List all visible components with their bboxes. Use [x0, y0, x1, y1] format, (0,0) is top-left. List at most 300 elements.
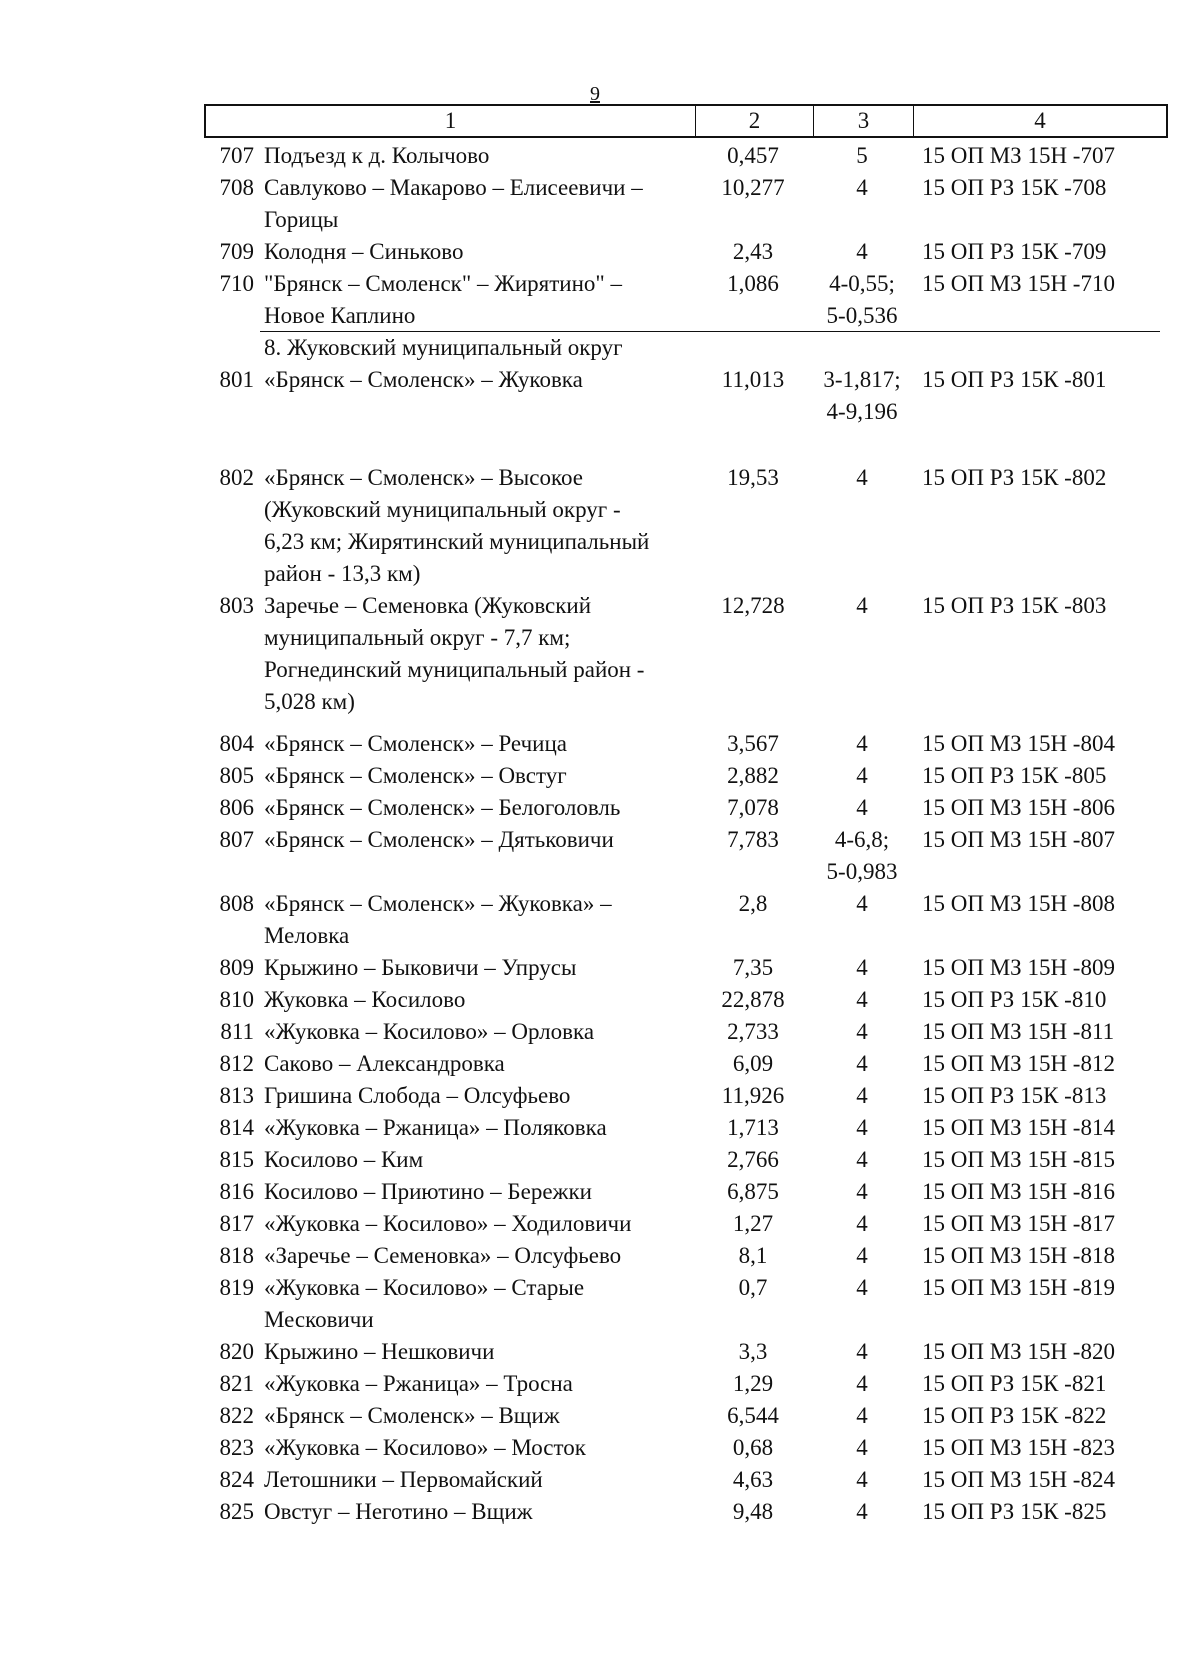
road-length-line: 1,29: [732, 1371, 774, 1396]
row-number-line: 805: [219, 763, 254, 788]
row-number: [204, 1272, 264, 1336]
road-category-line: 4: [856, 891, 868, 916]
road-length-line: 2,882: [727, 763, 779, 788]
road-name-line: «Жуковка – Косилово» – Ходиловичи: [264, 1211, 632, 1236]
road-category-line: 4: [856, 1435, 868, 1460]
road-name-line: «Брянск – Смоленск» – Жуковка: [264, 367, 583, 392]
road-name-line: «Брянск – Смоленск» – Дятьковичи: [264, 827, 614, 852]
road-category: [812, 1464, 912, 1496]
road-name-line: Заречье – Семеновка (Жуковский: [264, 593, 592, 618]
road-length-line: 11,013: [721, 367, 785, 392]
table-body: [204, 140, 1168, 1528]
road-category-line: 5-0,983: [826, 859, 898, 884]
road-length-line: 2,43: [732, 239, 774, 264]
row-number-line: 806: [219, 795, 254, 820]
road-category-line: 4: [856, 1147, 868, 1172]
road-category-line: 4: [856, 1179, 868, 1204]
road-name-line: Летошники – Первомайский: [264, 1467, 543, 1492]
row-number: [204, 1176, 264, 1208]
road-category-line: 4: [856, 1115, 868, 1140]
road-category: [812, 590, 912, 718]
road-category: [812, 1208, 912, 1240]
road-category: [812, 364, 912, 428]
row-number: [204, 1208, 264, 1240]
table-row: [204, 984, 1168, 1016]
road-category-line: 4: [856, 1019, 868, 1044]
road-name-line: Саково – Александровка: [264, 1051, 505, 1076]
road-name: [264, 824, 694, 888]
road-code: [912, 1336, 1168, 1368]
road-length: [694, 728, 812, 760]
row-number-line: 710: [219, 271, 254, 296]
table-row: [204, 1240, 1168, 1272]
road-category: [812, 1400, 912, 1432]
table-row: [204, 1144, 1168, 1176]
road-category-line: 4: [856, 1275, 868, 1300]
table-row: [204, 1336, 1168, 1368]
road-code-line: 15 ОП МЗ 15Н -814: [922, 1115, 1115, 1140]
row-number: [204, 952, 264, 984]
road-length-line: 1,086: [727, 271, 779, 296]
road-length-line: 3,3: [738, 1339, 768, 1364]
table-row: [204, 888, 1168, 952]
road-code: [912, 728, 1168, 760]
road-category-line: 5-0,536: [826, 303, 898, 328]
road-name: [264, 1336, 694, 1368]
road-name-line: Косилово – Приютино – Бережки: [264, 1179, 592, 1204]
road-name-line: "Брянск – Смоленск" – Жирятино" –: [264, 271, 623, 296]
road-category-line: 3-1,817;: [823, 367, 901, 392]
row-number-line: 808: [219, 891, 254, 916]
road-category: [812, 1112, 912, 1144]
road-category-line: 4: [856, 1211, 868, 1236]
table-row: [204, 462, 1168, 590]
road-code: [912, 1048, 1168, 1080]
section-heading-row: [204, 332, 1168, 364]
road-code-line: 15 ОП РЗ 15К -709: [922, 239, 1107, 264]
road-category: [812, 1016, 912, 1048]
road-length-line: 3,567: [727, 731, 779, 756]
header-col-4: 4: [1034, 108, 1046, 133]
road-category-line: 5: [856, 143, 868, 168]
row-number-line: 814: [219, 1115, 254, 1140]
road-code-line: 15 ОП МЗ 15Н -817: [922, 1211, 1115, 1236]
road-category: [812, 984, 912, 1016]
road-category-line: 4: [856, 465, 868, 490]
road-length-line: 0,68: [732, 1435, 774, 1460]
road-length: [694, 1208, 812, 1240]
road-category-line: 4: [856, 795, 868, 820]
road-code: [912, 1464, 1168, 1496]
table-row: [204, 140, 1168, 172]
road-code: [912, 1240, 1168, 1272]
road-category-line: 4: [856, 1467, 868, 1492]
road-category: [812, 268, 912, 332]
table-row: [204, 1272, 1168, 1336]
row-number-line: 812: [219, 1051, 254, 1076]
road-category-line: 4: [856, 1243, 868, 1268]
road-code-line: 15 ОП РЗ 15К -805: [922, 763, 1107, 788]
header-col-3: 3: [814, 106, 914, 136]
table-row: [204, 1208, 1168, 1240]
road-code: [912, 140, 1168, 172]
table-row: [204, 952, 1168, 984]
road-category: [812, 462, 912, 590]
row-number: [204, 364, 264, 428]
section-title: 8. Жуковский муниципальный округ: [264, 335, 623, 360]
road-length-line: 0,457: [727, 143, 779, 168]
road-name: [264, 760, 694, 792]
table-row: [204, 1432, 1168, 1464]
road-length-line: 8,1: [738, 1243, 768, 1268]
road-name-line: Савлуково – Макарово – Елисеевичи –: [264, 175, 643, 200]
row-number: [204, 1112, 264, 1144]
road-code-line: 15 ОП МЗ 15Н -820: [922, 1339, 1115, 1364]
road-length-line: 7,35: [732, 955, 774, 980]
table-header: [204, 104, 1168, 138]
row-number: [204, 236, 264, 268]
road-code-line: 15 ОП РЗ 15К -813: [922, 1083, 1107, 1108]
road-category: [812, 1048, 912, 1080]
road-name-line: Горицы: [264, 207, 339, 232]
row-number-line: 708: [219, 175, 254, 200]
row-number-line: 803: [219, 593, 254, 618]
row-number: [204, 1368, 264, 1400]
row-number-line: 818: [219, 1243, 254, 1268]
road-code: [912, 462, 1168, 590]
page-number: 9: [590, 83, 600, 105]
row-number-line: 825: [219, 1499, 254, 1524]
road-code-line: 15 ОП РЗ 15К -825: [922, 1499, 1107, 1524]
road-code-line: 15 ОП МЗ 15Н -710: [922, 271, 1115, 296]
header-col-1: 1: [206, 106, 696, 136]
road-code-line: 15 ОП РЗ 15К -708: [922, 175, 1107, 200]
road-name: [264, 1400, 694, 1432]
table-row: [204, 268, 1168, 332]
row-number: [204, 1432, 264, 1464]
road-category-line: 4: [856, 1339, 868, 1364]
road-name: [264, 1048, 694, 1080]
row-number-line: 804: [219, 731, 254, 756]
road-name-line: «Жуковка – Косилово» – Мосток: [264, 1435, 586, 1460]
row-number: [204, 760, 264, 792]
table-row: [204, 760, 1168, 792]
road-name-line: «Брянск – Смоленск» – Вщиж: [264, 1403, 560, 1428]
road-name: [264, 590, 694, 718]
table-row: [204, 728, 1168, 760]
road-code-line: 15 ОП МЗ 15Н -811: [922, 1019, 1115, 1044]
road-length-line: 1,713: [727, 1115, 779, 1140]
row-number-line: 807: [219, 827, 254, 852]
road-code: [912, 952, 1168, 984]
row-number: [204, 1080, 264, 1112]
road-code-line: 15 ОП МЗ 15Н -816: [922, 1179, 1115, 1204]
road-name-line: «Брянск – Смоленск» – Высокое: [264, 465, 583, 490]
road-category-line: 4: [856, 1051, 868, 1076]
road-name: [264, 1016, 694, 1048]
road-code-line: 15 ОП МЗ 15Н -812: [922, 1051, 1115, 1076]
road-code: [912, 364, 1168, 428]
road-category-line: 4: [856, 987, 868, 1012]
road-category-line: 4: [856, 731, 868, 756]
road-name-line: район - 13,3 км): [264, 561, 421, 586]
road-name-line: Меловка: [264, 923, 350, 948]
road-code: [912, 1432, 1168, 1464]
road-name: [264, 364, 694, 428]
road-name-line: «Жуковка – Ржаница» – Тросна: [264, 1371, 573, 1396]
table-row: [204, 1176, 1168, 1208]
road-code: [912, 1080, 1168, 1112]
header-col-2: 2: [696, 106, 814, 136]
road-name-line: 5,028 км): [264, 689, 355, 714]
road-category: [812, 792, 912, 824]
road-name-line: Крыжино – Нешковичи: [264, 1339, 495, 1364]
road-name: [264, 236, 694, 268]
road-code: [912, 268, 1168, 332]
road-category: [812, 728, 912, 760]
road-code-line: 15 ОП МЗ 15Н -818: [922, 1243, 1115, 1268]
section-number-blank: [204, 332, 264, 364]
road-name-line: Рогнединский муниципальный район -: [264, 657, 645, 682]
road-length-line: 19,53: [727, 465, 779, 490]
row-number: [204, 1048, 264, 1080]
road-name-line: «Брянск – Смоленск» – Речица: [264, 731, 567, 756]
road-code: [912, 172, 1168, 236]
road-length-line: 10,277: [721, 175, 785, 200]
road-code: [912, 1272, 1168, 1336]
road-category-line: 4: [856, 239, 868, 264]
road-name: [264, 268, 694, 332]
road-category-line: 4: [856, 593, 868, 618]
row-number: [204, 462, 264, 590]
road-length: [694, 268, 812, 332]
road-category: [812, 172, 912, 236]
row-number-line: 823: [219, 1435, 254, 1460]
road-name: [264, 728, 694, 760]
road-length: [694, 760, 812, 792]
row-number: [204, 590, 264, 718]
road-category: [812, 1496, 912, 1528]
road-name-line: «Жуковка – Косилово» – Старые: [264, 1275, 585, 1300]
table-row: [204, 1112, 1168, 1144]
road-code-line: 15 ОП МЗ 15Н -707: [922, 143, 1115, 168]
road-name: [264, 1176, 694, 1208]
road-length-line: 12,728: [721, 593, 785, 618]
road-name-line: Овстуг – Неготино – Вщиж: [264, 1499, 533, 1524]
road-code-line: 15 ОП МЗ 15Н -808: [922, 891, 1115, 916]
road-category-line: 4-6,8;: [834, 827, 890, 852]
row-number: [204, 1400, 264, 1432]
row-number-line: 815: [219, 1147, 254, 1172]
road-category-line: 4: [856, 1403, 868, 1428]
row-number: [204, 1016, 264, 1048]
road-name-line: «Брянск – Смоленск» – Белоголовль: [264, 795, 621, 820]
road-length: [694, 1048, 812, 1080]
road-name-line: Крыжино – Быковичи – Упрусы: [264, 955, 577, 980]
road-length-line: 9,48: [732, 1499, 774, 1524]
table-row: [204, 1400, 1168, 1432]
road-length: [694, 984, 812, 1016]
road-category: [812, 1240, 912, 1272]
road-length: [694, 172, 812, 236]
road-length: [694, 1112, 812, 1144]
road-length: [694, 1272, 812, 1336]
road-category-line: 4: [856, 1083, 868, 1108]
road-code: [912, 760, 1168, 792]
road-length: [694, 140, 812, 172]
table-row: [204, 1048, 1168, 1080]
row-number: [204, 1336, 264, 1368]
road-name-line: муниципальный округ - 7,7 км;: [264, 625, 571, 650]
road-code-line: 15 ОП МЗ 15Н -807: [922, 827, 1115, 852]
road-code-line: 15 ОП РЗ 15К -810: [922, 987, 1107, 1012]
road-name: [264, 888, 694, 952]
road-name: [264, 1144, 694, 1176]
road-code: [912, 888, 1168, 952]
road-length-line: 2,766: [727, 1147, 779, 1172]
row-number: [204, 1464, 264, 1496]
table-row: [204, 792, 1168, 824]
road-name: [264, 462, 694, 590]
row-number: [204, 824, 264, 888]
table-row: [204, 590, 1168, 718]
road-code-line: 15 ОП РЗ 15К -803: [922, 593, 1107, 618]
road-name: [264, 1112, 694, 1144]
road-category: [812, 1176, 912, 1208]
road-length-line: 22,878: [721, 987, 785, 1012]
road-length-line: 11,926: [721, 1083, 785, 1108]
road-length: [694, 824, 812, 888]
road-code-line: 15 ОП МЗ 15Н -819: [922, 1275, 1115, 1300]
road-code: [912, 236, 1168, 268]
row-number-line: 809: [219, 955, 254, 980]
row-number-line: 819: [219, 1275, 254, 1300]
road-length-line: 1,27: [732, 1211, 774, 1236]
road-name-line: Колодня – Синьково: [264, 239, 464, 264]
row-number: [204, 1144, 264, 1176]
table-row: [204, 1080, 1168, 1112]
road-length-line: 6,544: [727, 1403, 779, 1428]
road-name-line: «Жуковка – Косилово» – Орловка: [264, 1019, 595, 1044]
road-category: [812, 1144, 912, 1176]
road-length-line: 6,875: [727, 1179, 779, 1204]
road-code-line: 15 ОП МЗ 15Н -806: [922, 795, 1115, 820]
road-name: [264, 1496, 694, 1528]
row-number: [204, 888, 264, 952]
road-category: [812, 140, 912, 172]
road-length: [694, 1464, 812, 1496]
road-code-line: 15 ОП МЗ 15Н -804: [922, 731, 1115, 756]
row-number: [204, 984, 264, 1016]
row-number-line: 821: [219, 1371, 254, 1396]
row-number-line: 824: [219, 1467, 254, 1492]
road-length-line: 0,7: [738, 1275, 768, 1300]
road-category: [812, 1080, 912, 1112]
road-code-line: 15 ОП РЗ 15К -802: [922, 465, 1107, 490]
road-code-line: 15 ОП МЗ 15Н -809: [922, 955, 1115, 980]
table-row: [204, 364, 1168, 428]
road-name-line: Косилово – Ким: [264, 1147, 424, 1172]
road-category: [812, 952, 912, 984]
road-category: [812, 1272, 912, 1336]
row-number: [204, 268, 264, 332]
row-number-line: 811: [220, 1019, 254, 1044]
road-category: [812, 760, 912, 792]
road-name: [264, 1368, 694, 1400]
road-code: [912, 1496, 1168, 1528]
road-name-line: Месковичи: [264, 1307, 374, 1332]
road-length: [694, 1176, 812, 1208]
row-number: [204, 140, 264, 172]
row-number-line: 802: [219, 465, 254, 490]
road-code: [912, 792, 1168, 824]
road-length: [694, 236, 812, 268]
road-length: [694, 1240, 812, 1272]
table-row: [204, 236, 1168, 268]
road-code: [912, 1016, 1168, 1048]
row-number-line: 820: [219, 1339, 254, 1364]
road-category: [812, 1368, 912, 1400]
road-length-line: 7,078: [727, 795, 779, 820]
road-category: [812, 824, 912, 888]
road-category: [812, 1336, 912, 1368]
road-length: [694, 792, 812, 824]
table-row: [204, 1368, 1168, 1400]
road-length: [694, 1368, 812, 1400]
road-length: [694, 590, 812, 718]
road-name: [264, 984, 694, 1016]
road-code: [912, 1112, 1168, 1144]
road-length-line: 6,09: [732, 1051, 774, 1076]
road-length-line: 2,733: [727, 1019, 779, 1044]
road-category: [812, 1432, 912, 1464]
row-number: [204, 1240, 264, 1272]
road-code: [912, 1176, 1168, 1208]
row-number-line: 813: [219, 1083, 254, 1108]
road-name-line: Новое Каплино: [264, 303, 416, 328]
road-name-line: (Жуковский муниципальный округ -: [264, 497, 621, 522]
road-code: [912, 1144, 1168, 1176]
road-category-line: 4: [856, 1499, 868, 1524]
road-name: [264, 1432, 694, 1464]
row-number: [204, 172, 264, 236]
road-name: [264, 792, 694, 824]
road-length: [694, 364, 812, 428]
table-row: [204, 1464, 1168, 1496]
road-category-line: 4: [856, 763, 868, 788]
road-code: [912, 1208, 1168, 1240]
row-number-line: 707: [219, 143, 254, 168]
road-name: [264, 1080, 694, 1112]
road-length: [694, 1400, 812, 1432]
road-name: [264, 1464, 694, 1496]
table-row: [204, 172, 1168, 236]
row-number: [204, 1496, 264, 1528]
road-name-line: 6,23 км; Жирятинский муниципальный: [264, 529, 650, 554]
road-name-line: «Брянск – Смоленск» – Жуковка» –: [264, 891, 612, 916]
row-number: [204, 728, 264, 760]
road-code: [912, 1400, 1168, 1432]
road-name-line: Жуковка – Косилово: [264, 987, 466, 1012]
road-length: [694, 462, 812, 590]
road-code-line: 15 ОП РЗ 15К -801: [922, 367, 1107, 392]
row-number-line: 816: [219, 1179, 254, 1204]
road-name-line: Гришина Слобода – Олсуфьево: [264, 1083, 571, 1108]
road-name: [264, 952, 694, 984]
road-length: [694, 1080, 812, 1112]
road-length-line: 2,8: [738, 891, 768, 916]
row-number-line: 801: [219, 367, 254, 392]
